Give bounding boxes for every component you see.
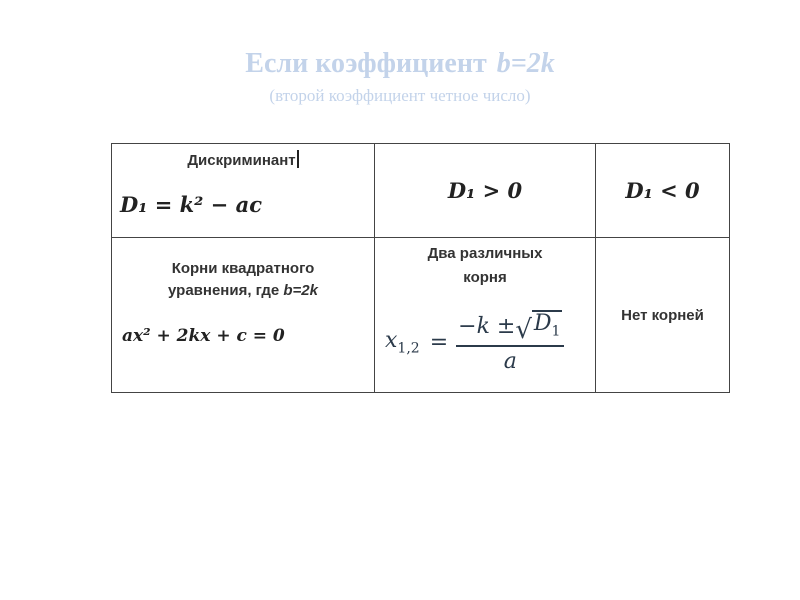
title-condition: b=2k: [496, 48, 555, 79]
table-row-discriminant: [112, 144, 730, 238]
slide-subtitle: (второй коэффициент четное число): [269, 86, 531, 105]
cell-negative-condition: [596, 144, 730, 238]
title-text: Если коэффициент: [245, 48, 487, 79]
slide-title: [0, 48, 800, 80]
negative-condition: D₁ < 0: [625, 178, 700, 203]
roots-formula-text: [375, 238, 376, 239]
formula-table: [111, 143, 726, 393]
discriminant-label: Дискриминант: [187, 152, 296, 169]
discriminant-label-wrap: [112, 150, 374, 169]
roots-label-line1: Корни квадратного: [171, 260, 315, 277]
roots-label: [112, 258, 374, 302]
cell-no-roots: [596, 238, 730, 393]
cell-discriminant: [112, 144, 375, 238]
table-row-roots: [112, 238, 730, 393]
quadratic-equation: ax² + 2kx + c = 0: [122, 326, 285, 346]
roots-formula-lhs: $x_{1,2}$: [385, 328, 420, 357]
roots-formula-denominator: a: [503, 349, 517, 375]
roots-formula: [385, 310, 564, 374]
positive-condition: D₁ > 0: [447, 178, 523, 203]
no-roots-label: Нет корней: [621, 306, 704, 324]
two-roots-line2: корня: [463, 269, 507, 286]
two-roots-line1: Два различных: [427, 245, 543, 262]
cell-roots-label: [112, 238, 375, 393]
roots-formula-fraction: [456, 310, 564, 374]
two-roots-label: [375, 242, 595, 290]
roots-label-line2-prefix: уравнения, где: [168, 282, 280, 299]
roots-formula-equals: =: [429, 329, 449, 355]
text-cursor: [297, 150, 299, 168]
roots-label-line2: [112, 280, 374, 302]
cell-positive-condition: [375, 144, 596, 238]
cell-two-roots: [375, 238, 596, 393]
discriminant-formula: D₁ = k² − ac: [120, 192, 262, 217]
roots-formula-numerator: − k ± √ $D_1$: [458, 311, 561, 346]
sqrt-symbol: √ $D_1$: [515, 311, 561, 346]
roots-label-var: b=2k: [283, 282, 318, 299]
